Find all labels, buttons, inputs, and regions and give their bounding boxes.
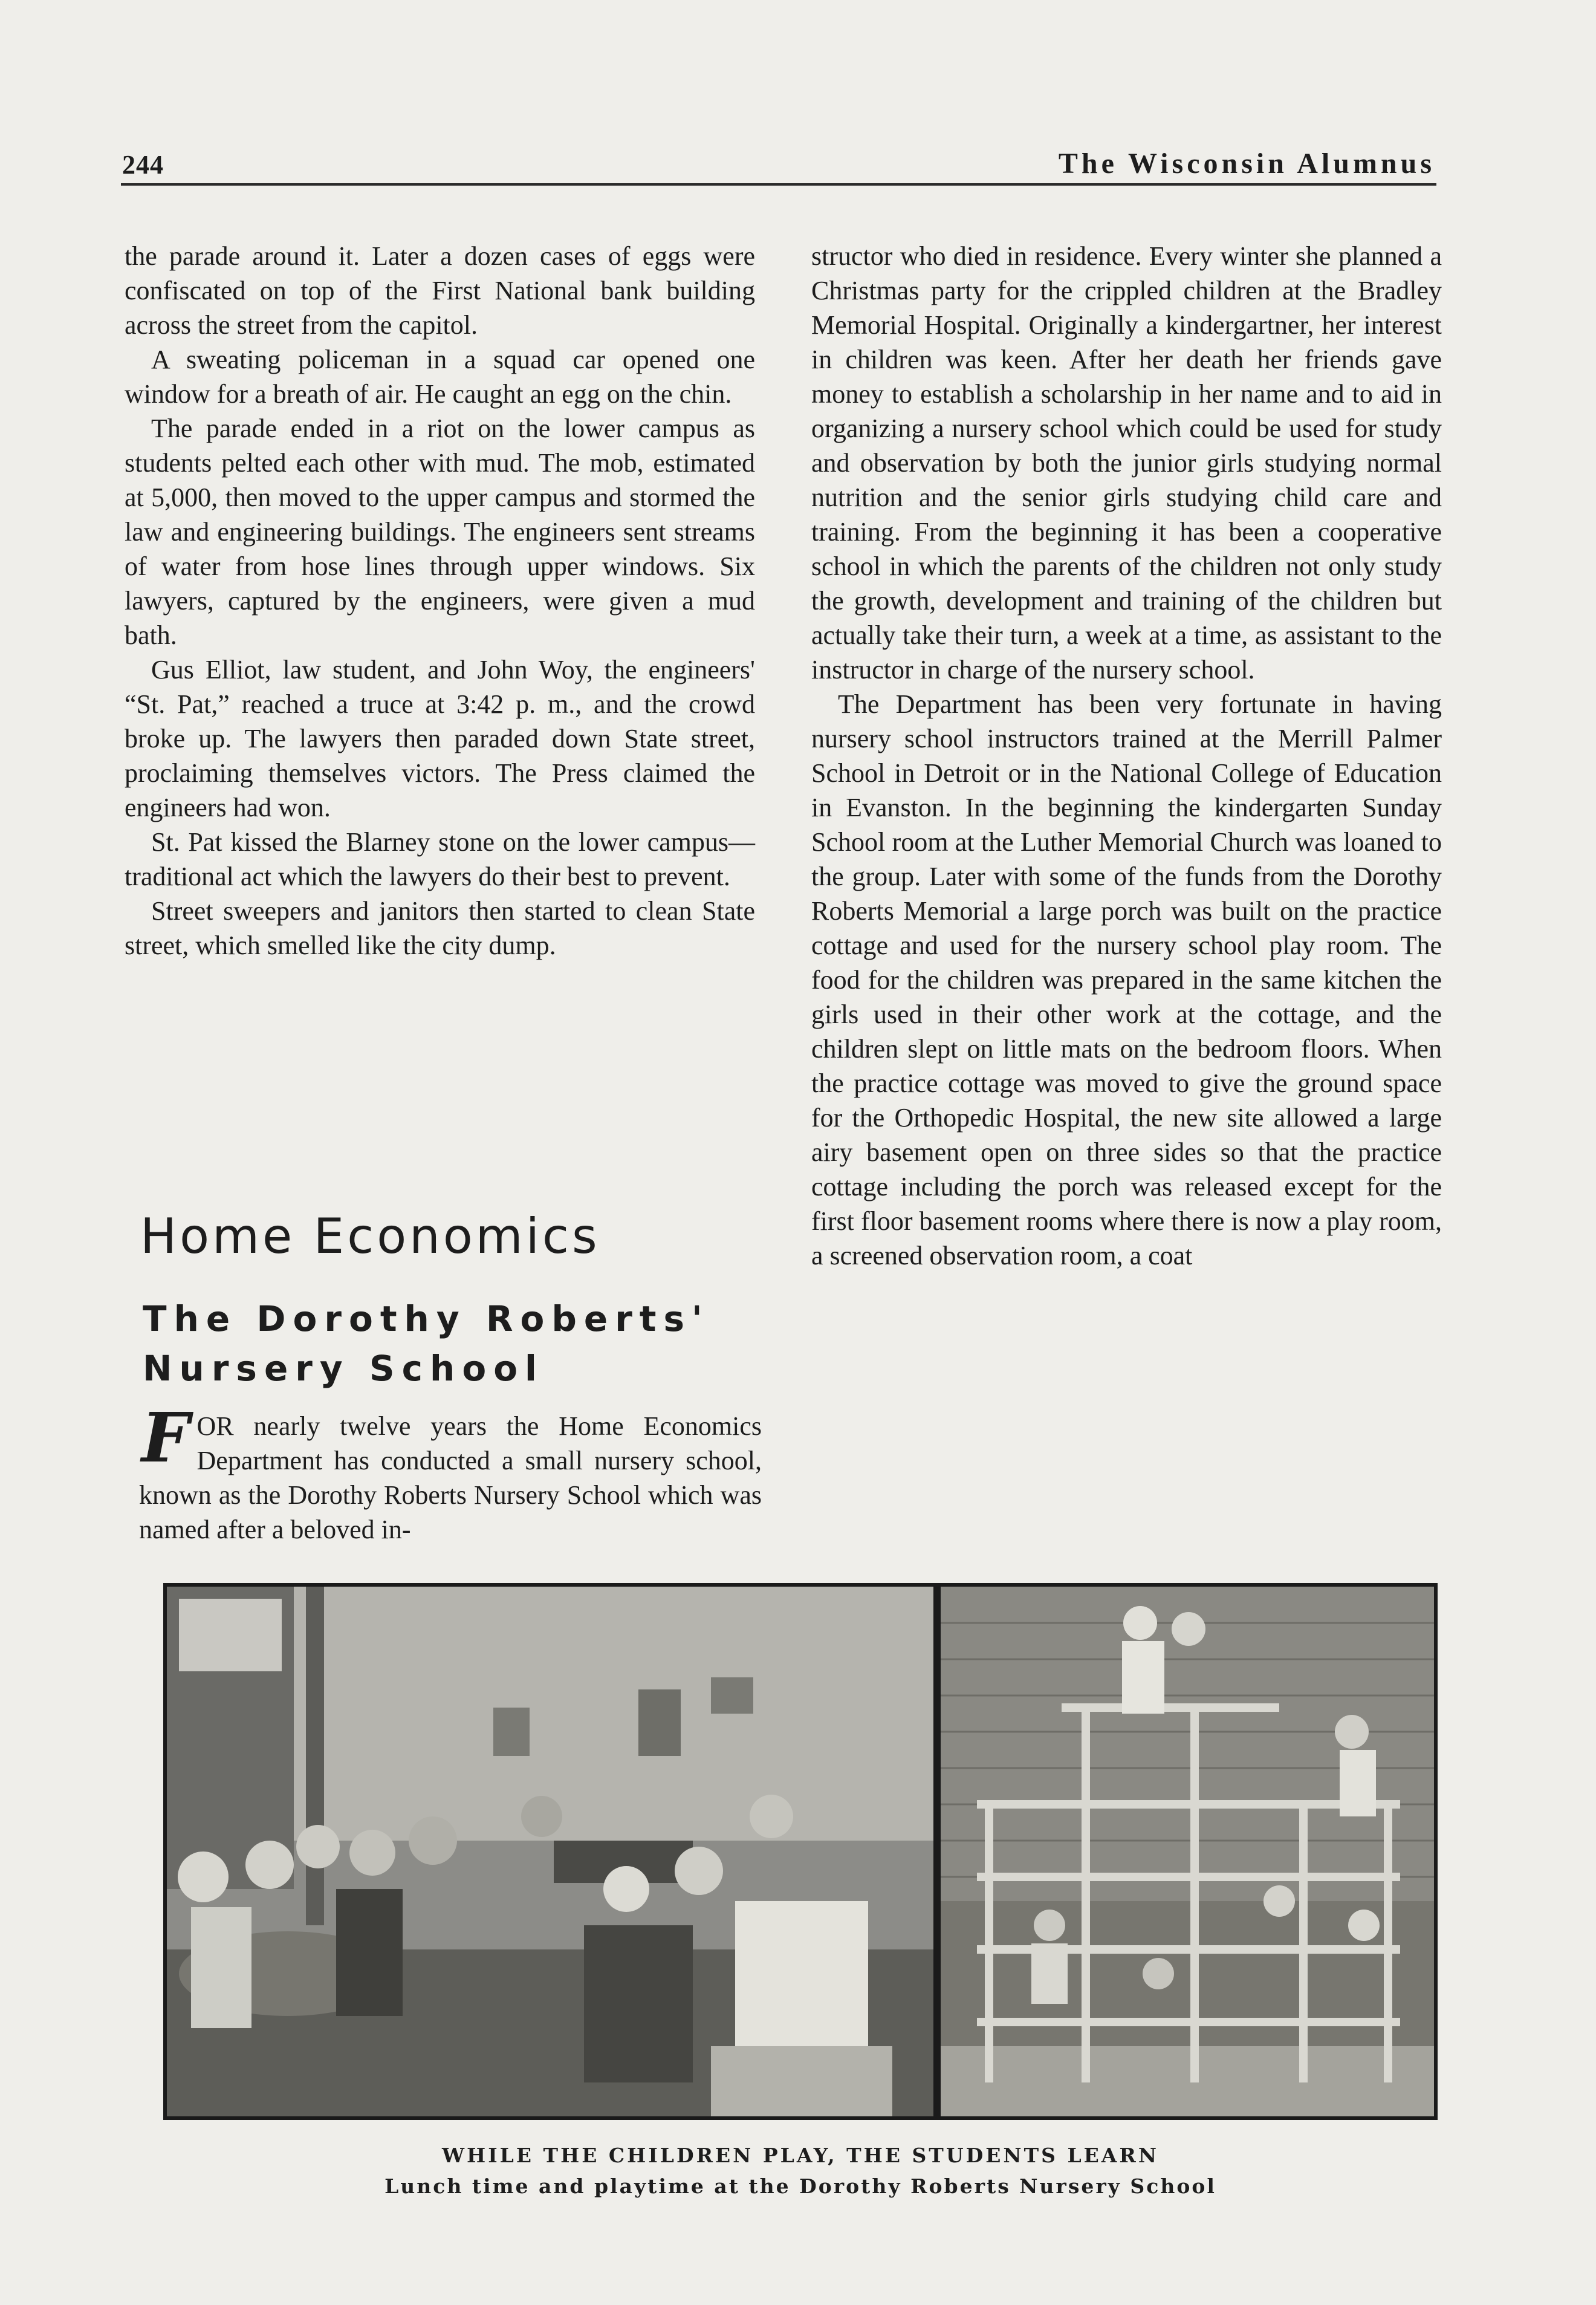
header-rule bbox=[121, 183, 1436, 186]
article-intro bbox=[139, 1399, 762, 1547]
caption-headline: WHILE THE CHILDREN PLAY, THE STUDENTS LEARN bbox=[442, 2144, 1159, 2167]
photo-panel bbox=[163, 1583, 1438, 2120]
paragraph: structor who died in residence. Every winter she planned a Christmas party for the crippled children at the Bradley Memorial Hospital. Originally a kindergartner, her interest in children was keen. After her death her friends gave money to establish a scholarship in her name and to aid in organizing a nursery school which could be used for study and observation by both the junior girls studying normal nutrition and the senior girls studying child care and training. From the beginning it has been a cooperative school in which the parents of the children not only study the growth, development and training of the children but actually take their turn, a week at a time, as assistant to the instructor in charge of the nursery school. bbox=[811, 241, 1442, 684]
playtime-photo bbox=[941, 1587, 1434, 2116]
paragraph: A sweating policeman in a squad car opened one window for a breath of air. He caught an egg on the chin. bbox=[125, 345, 755, 409]
caption-subline: Lunch time and playtime at the Dorothy Roberts Nursery School bbox=[384, 2174, 1216, 2198]
paragraph: The parade ended in a riot on the lower campus as students pelted each other with mud. The mob, estimated at 5,000, then moved to the upper campus and stormed the law and engineering buildings. The engineers sent streams of water from hose lines through upper windows. Six lawyers, captured by the engineers, were given a mud bath. bbox=[125, 414, 755, 650]
section-heading: Home Economics bbox=[140, 1208, 600, 1264]
magazine-title: The Wisconsin Alumnus bbox=[1058, 148, 1435, 180]
article-title-line: The Dorothy Roberts' bbox=[143, 1298, 710, 1339]
right-column bbox=[811, 239, 1442, 1273]
left-column bbox=[125, 239, 755, 963]
intro-text: OR nearly twelve years the Home Economics Department has conducted a small nursery school, known as the Dorothy Roberts Nursery School which was named after a beloved in- bbox=[139, 1411, 762, 1544]
photo-caption bbox=[163, 2141, 1438, 2202]
page-header bbox=[122, 134, 1435, 189]
lunch-time-photo bbox=[167, 1587, 933, 2116]
page-number: 244 bbox=[122, 150, 164, 180]
paragraph: Gus Elliot, law student, and John Woy, the engineers' “St. Pat,” reached a truce at 3:42 p. m., and the crowd broke up. The lawyers then paraded down State street, proclaiming themselves victors. The Press claimed the engineers had won. bbox=[125, 655, 755, 822]
paragraph: the parade around it. Later a dozen cases of eggs were confiscated on top of the First National bank building across the street from the capitol. bbox=[125, 241, 755, 340]
article-title bbox=[143, 1294, 747, 1393]
paragraph: St. Pat kissed the Blarney stone on the lower campus—traditional act which the lawyers do their best to prevent. bbox=[125, 827, 755, 891]
paragraph: Street sweepers and janitors then started to clean State street, which smelled like the city dump. bbox=[125, 896, 755, 960]
drop-cap: F bbox=[141, 1399, 190, 1478]
paragraph: The Department has been very fortunate in having nursery school instructors trained at the Merrill Palmer School in Detroit or in the National College of Education in Evanston. In the beginning the kindergarten Sunday School room at the Luther Memorial Church was loaned to the group. Later with some of the funds from the Dorothy Roberts Memorial a large porch was built on the practice cottage and used for the nursery school play room. The food for the children was prepared in the same kitchen the girls used in their other work at the cottage, and the children slept on little mats on the bedroom floors. When the practice cottage was moved to give the ground space for the Orthopedic Hospital, the new site allowed a large airy basement open on three sides so that the practice cottage including the porch was released except for the first floor basement rooms where there is now a play room, a screened observation room, a coat bbox=[811, 689, 1442, 1270]
article-title-line: Nursery School bbox=[143, 1348, 544, 1389]
